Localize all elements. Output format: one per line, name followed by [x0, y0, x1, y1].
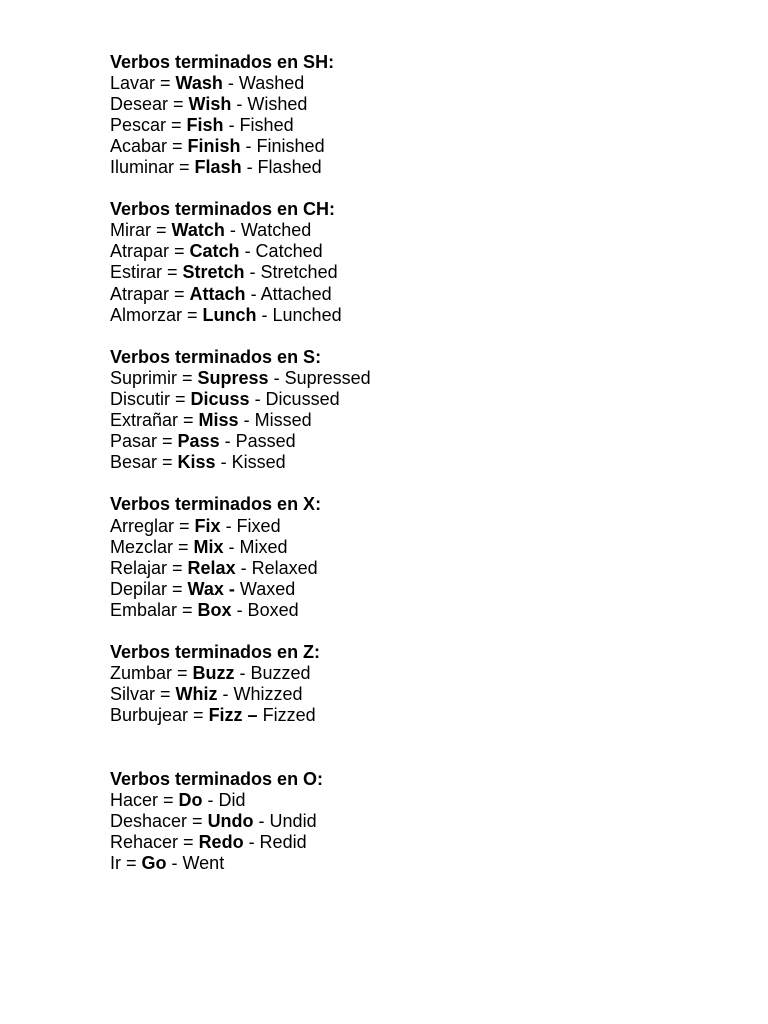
verb-entry — [110, 684, 371, 705]
verb-entry — [110, 579, 371, 600]
english-verb: Pass — [177, 431, 220, 452]
spanish-verb: Burbujear = — [110, 705, 209, 726]
english-verb: Miss — [198, 410, 239, 431]
past-tense: - Watched — [224, 220, 312, 241]
english-verb: Stretch — [182, 262, 245, 283]
spanish-verb: Ir = — [110, 853, 142, 874]
verb-entry — [110, 115, 371, 136]
past-tense: - Stretched — [244, 262, 338, 283]
english-verb: Catch — [189, 241, 240, 262]
past-tense: - Wished — [231, 93, 308, 114]
past-tense: - Redid — [243, 831, 307, 852]
english-verb: Wash — [175, 72, 223, 93]
section-x — [110, 494, 371, 621]
spanish-verb: Suprimir = — [110, 367, 198, 388]
section-z — [110, 642, 371, 726]
past-tense: - Did — [202, 789, 246, 810]
spanish-verb: Arreglar = — [110, 515, 195, 536]
past-tense: - Relaxed — [235, 557, 318, 578]
verb-entry — [110, 431, 371, 452]
verb-entry — [110, 94, 371, 115]
spanish-verb: Estirar = — [110, 262, 183, 283]
english-verb: Redo — [198, 831, 244, 852]
verb-list — [110, 52, 371, 875]
english-verb: Kiss — [177, 452, 216, 473]
verb-entry — [110, 368, 371, 389]
verb-entry — [110, 262, 371, 283]
verb-entry — [110, 136, 371, 157]
past-tense: Waxed — [234, 578, 296, 599]
verb-entry — [110, 220, 371, 241]
english-verb: Box — [197, 599, 232, 620]
verb-entry — [110, 705, 371, 726]
section-heading: Verbos terminados en SH: — [110, 51, 335, 72]
spanish-verb: Deshacer = — [110, 810, 208, 831]
verb-entry — [110, 832, 371, 853]
verb-entry — [110, 853, 371, 874]
verb-entry — [110, 241, 371, 262]
spanish-verb: Acabar = — [110, 135, 188, 156]
verb-entry — [110, 305, 371, 326]
verb-entry — [110, 537, 371, 558]
spanish-verb: Pasar = — [110, 431, 178, 452]
section-heading: Verbos terminados en X: — [110, 494, 322, 515]
past-tense: - Lunched — [256, 304, 342, 325]
verb-entry — [110, 790, 371, 811]
section-s — [110, 347, 371, 474]
verb-entry — [110, 452, 371, 473]
verb-entry — [110, 516, 371, 537]
verb-entry — [110, 600, 371, 621]
spanish-verb: Zumbar = — [110, 663, 193, 684]
past-tense: - Catched — [239, 241, 323, 262]
english-verb: Supress — [197, 367, 269, 388]
past-tense: - Missed — [238, 410, 312, 431]
english-verb: Lunch — [202, 304, 257, 325]
english-verb: Fish — [186, 114, 224, 135]
spanish-verb: Depilar = — [110, 578, 188, 599]
past-tense: - Dicussed — [249, 389, 340, 409]
verb-entry — [110, 73, 371, 94]
past-tense: - Attached — [245, 283, 332, 304]
english-verb: Watch — [171, 220, 225, 241]
past-tense: - Whizzed — [217, 684, 303, 705]
spanish-verb: Mirar = — [110, 220, 172, 241]
spanish-verb: Desear = — [110, 93, 189, 114]
english-verb: Attach — [189, 283, 246, 304]
verb-entry — [110, 284, 371, 305]
english-verb: Buzz — [192, 663, 235, 684]
verb-entry — [110, 410, 371, 431]
past-tense: - Mixed — [223, 536, 288, 557]
english-verb: Do — [178, 789, 203, 810]
spanish-verb: Discutir = — [110, 389, 191, 409]
english-verb: Finish — [187, 135, 241, 156]
past-tense: - Supressed — [268, 367, 371, 388]
verb-entry — [110, 663, 371, 684]
past-tense: - Fixed — [220, 515, 281, 536]
verb-entry — [110, 157, 371, 178]
past-tense: - Undid — [253, 810, 317, 831]
past-tense: - Finished — [240, 135, 325, 156]
past-tense: - Fished — [223, 114, 294, 135]
english-verb: Wish — [188, 93, 232, 114]
verb-entry — [110, 558, 371, 579]
spanish-verb: Lavar = — [110, 72, 176, 93]
past-tense: - Boxed — [231, 599, 299, 620]
english-verb: Undo — [207, 810, 254, 831]
english-verb: Wax - — [187, 578, 235, 599]
spanish-verb: Relajar = — [110, 557, 188, 578]
spanish-verb: Extrañar = — [110, 410, 199, 431]
section-ch — [110, 199, 371, 326]
section-o — [110, 769, 371, 874]
english-verb: Whiz — [175, 684, 218, 705]
english-verb: Go — [141, 853, 167, 874]
spanish-verb: Embalar = — [110, 599, 198, 620]
spanish-verb: Hacer = — [110, 789, 179, 810]
section-sh — [110, 52, 371, 179]
english-verb: Fix — [194, 515, 221, 536]
past-tense: - Washed — [222, 72, 305, 93]
spanish-verb: Almorzar = — [110, 304, 203, 325]
spanish-verb: Silvar = — [110, 684, 176, 705]
english-verb: Mix — [193, 536, 224, 557]
past-tense: - Went — [166, 853, 225, 874]
english-verb: Dicuss — [190, 389, 250, 409]
spanish-verb: Rehacer = — [110, 831, 199, 852]
past-tense: - Kissed — [215, 452, 286, 473]
spanish-verb: Besar = — [110, 452, 178, 473]
spanish-verb: Iluminar = — [110, 156, 195, 177]
past-tense: Fizzed — [257, 705, 316, 726]
past-tense: - Passed — [219, 431, 296, 452]
english-verb: Flash — [194, 156, 242, 177]
english-verb: Relax — [187, 557, 236, 578]
section-heading: Verbos terminados en Z: — [110, 642, 321, 663]
verb-entry — [110, 811, 371, 832]
spanish-verb: Atrapar = — [110, 241, 190, 262]
verb-entry — [110, 389, 371, 410]
english-verb: Fizz – — [208, 705, 258, 726]
past-tense: - Flashed — [241, 156, 322, 177]
spanish-verb: Atrapar = — [110, 283, 190, 304]
past-tense: - Buzzed — [234, 663, 311, 684]
section-heading: Verbos terminados en S: — [110, 346, 322, 367]
spanish-verb: Pescar = — [110, 114, 187, 135]
section-heading: Verbos terminados en O: — [110, 768, 324, 789]
section-heading: Verbos terminados en CH: — [110, 199, 336, 220]
spanish-verb: Mezclar = — [110, 536, 194, 557]
